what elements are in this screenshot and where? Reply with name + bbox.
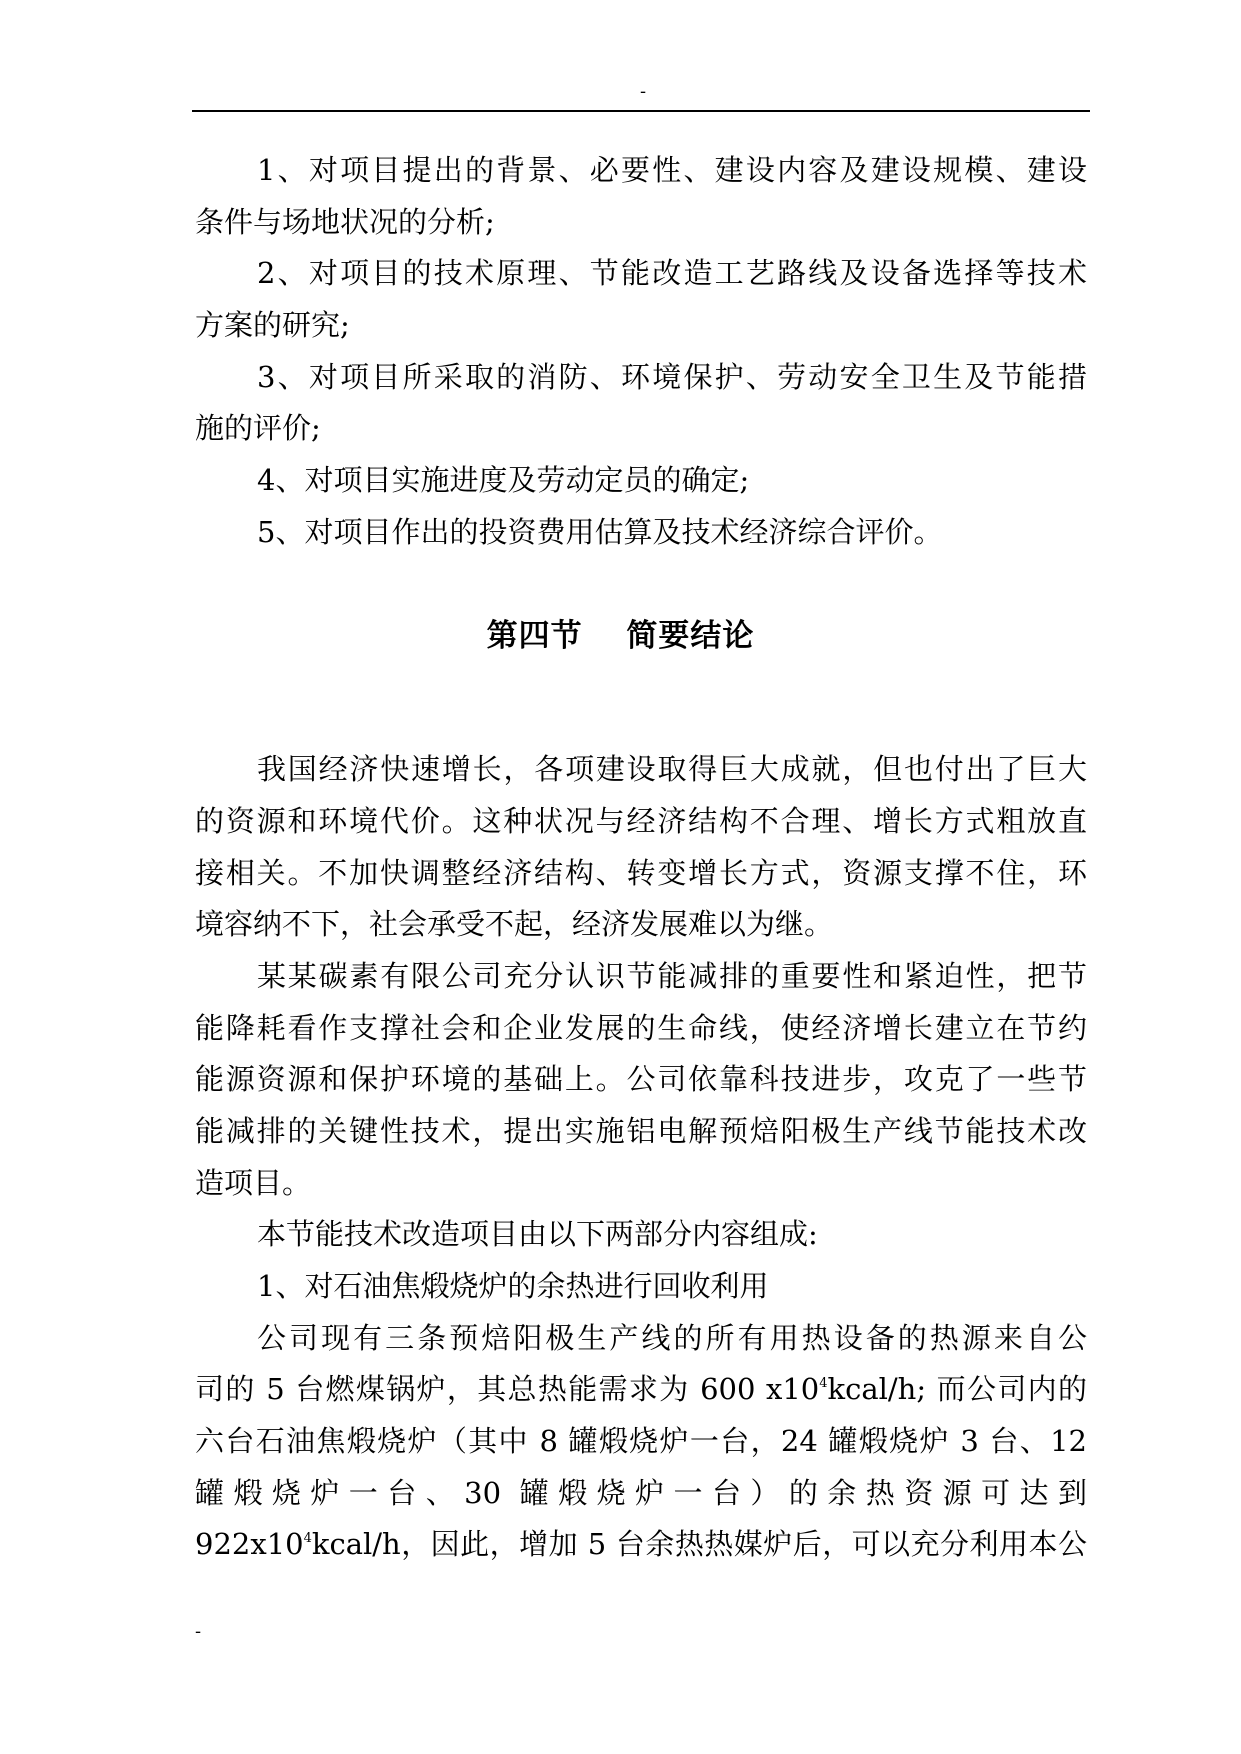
list-item-1-line-1: 1、对项目提出的背景、必要性、建设内容及建设规模、建设 — [257, 153, 1087, 187]
para3-line-2: 1、对石油焦煅烧炉的余热进行回收利用 — [257, 1269, 769, 1303]
list-item-4: 4、对项目实施进度及劳动定员的确定; — [257, 463, 750, 497]
list-item-3-line-2: 施的评价; — [195, 411, 321, 445]
para4-line-5-text-a: 922x10 — [195, 1527, 304, 1561]
list-item-2-line-2: 方案的研究; — [195, 308, 350, 342]
list-item-1-line-2: 条件与场地状况的分析; — [195, 205, 495, 239]
para4-line-1: 公司现有三条预焙阳极生产线的所有用热设备的热源来自公 — [257, 1321, 1087, 1355]
para4-line-4: 罐煅烧炉一台、30 罐煅烧炉一台）的余热资源可达到 — [195, 1476, 1087, 1510]
para2-line-3: 能源资源和保护环境的基础上。公司依靠科技进步，攻克了一些节 — [195, 1062, 1087, 1096]
para1-line-2: 的资源和环境代价。这种状况与经济结构不合理、增长方式粗放直 — [195, 804, 1087, 838]
para4-line-2-text-a: 司的 5 台燃煤锅炉，其总热能需求为 600 x10 — [195, 1372, 820, 1406]
para1-line-4: 境容纳不下，社会承受不起，经济发展难以为继。 — [195, 907, 834, 941]
para2-line-2: 能降耗看作支撑社会和企业发展的生命线，使经济增长建立在节约 — [195, 1011, 1087, 1045]
list-item-5: 5、对项目作出的投资费用估算及技术经济综合评价。 — [257, 515, 943, 549]
footer-mark: - — [195, 1621, 202, 1642]
para2-line-1: 某某碳素有限公司充分认识节能减排的重要性和紧迫性，把节 — [257, 959, 1087, 993]
para2-line-5: 造项目。 — [195, 1166, 312, 1200]
section-title: 第四节 简要结论 — [486, 618, 755, 654]
para1-line-1: 我国经济快速增长，各项建设取得巨大成就，但也付出了巨大 — [257, 752, 1087, 786]
para4-line-5-text-b: kcal/h，因此，增加 5 台余热热媒炉后，可以充分利用本公 — [311, 1527, 1087, 1561]
para3-line-1: 本节能技术改造项目由以下两部分内容组成: — [257, 1217, 818, 1251]
list-item-2-line-1: 2、对项目的技术原理、节能改造工艺路线及设备选择等技术 — [257, 256, 1087, 290]
para4-line-2-exponent: 4 — [819, 1376, 828, 1391]
para4-line-2-text-b: kcal/h; 而公司内的 — [827, 1372, 1087, 1406]
para4-line-5-exponent: 4 — [303, 1531, 312, 1546]
para1-line-3: 接相关。不加快调整经济结构、转变增长方式，资源支撑不住，环 — [195, 856, 1087, 890]
para4-line-3: 六台石油焦煅烧炉（其中 8 罐煅烧炉一台，24 罐煅烧炉 3 台、12 — [195, 1424, 1087, 1458]
list-item-3-line-1: 3、对项目所采取的消防、环境保护、劳动安全卫生及节能措 — [257, 360, 1087, 394]
para4-line-2 — [195, 1372, 1087, 1406]
header-mark: - — [640, 81, 647, 102]
para4-line-5 — [195, 1527, 1087, 1561]
header-rule — [192, 110, 1090, 112]
para2-line-4: 能减排的关键性技术，提出实施铝电解预焙阳极生产线节能技术改 — [195, 1114, 1087, 1148]
